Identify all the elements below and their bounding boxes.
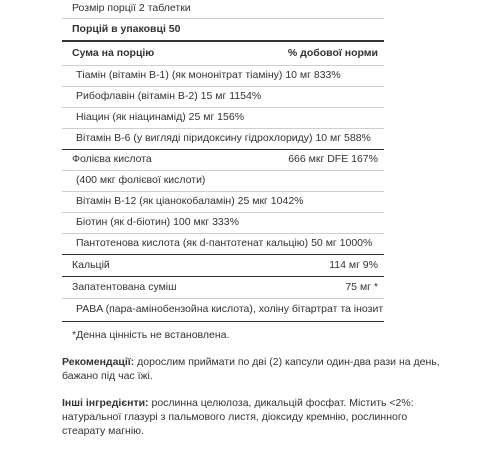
recommendation-text: дорослим приймати по дві (2) капсули один-два рази на день, бажано під час їжі. <box>62 356 440 382</box>
nutrient-row-b6 <box>62 129 384 150</box>
nutrient-name: Запатентована суміш <box>72 280 177 293</box>
nutrient-value: 666 мкг DFE 167% <box>288 153 378 166</box>
nutrient-row-niacin <box>62 108 384 129</box>
recommendation-label: Рекомендації: <box>62 356 135 368</box>
other-ingredients-label: Інші інгредієнти: <box>62 397 149 410</box>
nutrient-name: Кальцій <box>72 258 110 271</box>
nutrient-value: 75 мг * <box>345 280 378 293</box>
nutrient-name: Тіамін (вітамін B-1) (як мононітрат тіаміну) 10 мг 833% <box>76 69 341 82</box>
supplement-facts <box>62 0 444 438</box>
nutrient-row-thiamin <box>62 66 384 87</box>
other-ingredients-text: рослинна целюлоза, дикальцій фосфат. Містить <2%: натуральної глазурі з пальмового листя, діоксиду кремнію, рослинного стеарату магнію. <box>62 397 414 437</box>
nutrient-row-folic-acid <box>62 171 384 192</box>
nutrient-row-pantothenic <box>62 234 384 255</box>
nutrient-row-riboflavin <box>62 87 384 108</box>
nutrient-row-blend <box>62 277 384 299</box>
nutrient-row-biotin <box>62 213 384 234</box>
nutrient-row-calcium <box>62 255 384 277</box>
nutrient-name: Фолієва кислота <box>72 153 152 166</box>
servings-per-container: Порцій в упаковці 50 <box>72 22 181 35</box>
servings-per-container-row <box>62 19 384 42</box>
nutrient-name: Вітамін B-12 (як ціанокобаламін) 25 мкг 1042% <box>76 195 304 208</box>
serving-size: Розмір порції 2 таблетки <box>72 2 191 15</box>
amount-header: Сума на порцію <box>72 46 155 59</box>
nutrient-name: Рибофлавін (вітамін B-2) 15 мг 1154% <box>76 90 262 103</box>
nutrient-name: Вітамін В-6 (у вигляді піридоксину гідрохлориду) 10 мг 588% <box>76 132 371 145</box>
amount-header-row <box>62 42 384 66</box>
nutrient-name: (400 мкг фолієвої кислоти) <box>76 174 206 187</box>
serving-size-row <box>62 0 384 19</box>
nutrient-name: PABA (пара-амінобензойна кислота), холіну бітартрат та інозит <box>76 303 384 316</box>
nutrient-name: Ніацин (як ніацинамід) 25 мг 156% <box>76 111 245 124</box>
nutrient-row-b12 <box>62 192 384 213</box>
other-ingredients-paragraph <box>62 397 444 438</box>
footnote: *Денна цінність не встановлена. <box>72 329 230 341</box>
facts-table <box>62 0 384 322</box>
nutrient-name: Біотин (як d-біотин) 100 мкг 333% <box>76 216 239 229</box>
daily-value-header: % добової норми <box>287 46 378 59</box>
nutrient-row-folate <box>62 150 384 171</box>
nutrient-row-blend-contents <box>62 299 384 321</box>
nutrient-value: 114 мг 9% <box>329 258 378 271</box>
recommendation-paragraph <box>62 356 444 383</box>
nutrient-name: Пантотенова кислота (як d-пантотенат кальцію) 50 мг 1000% <box>76 237 373 250</box>
